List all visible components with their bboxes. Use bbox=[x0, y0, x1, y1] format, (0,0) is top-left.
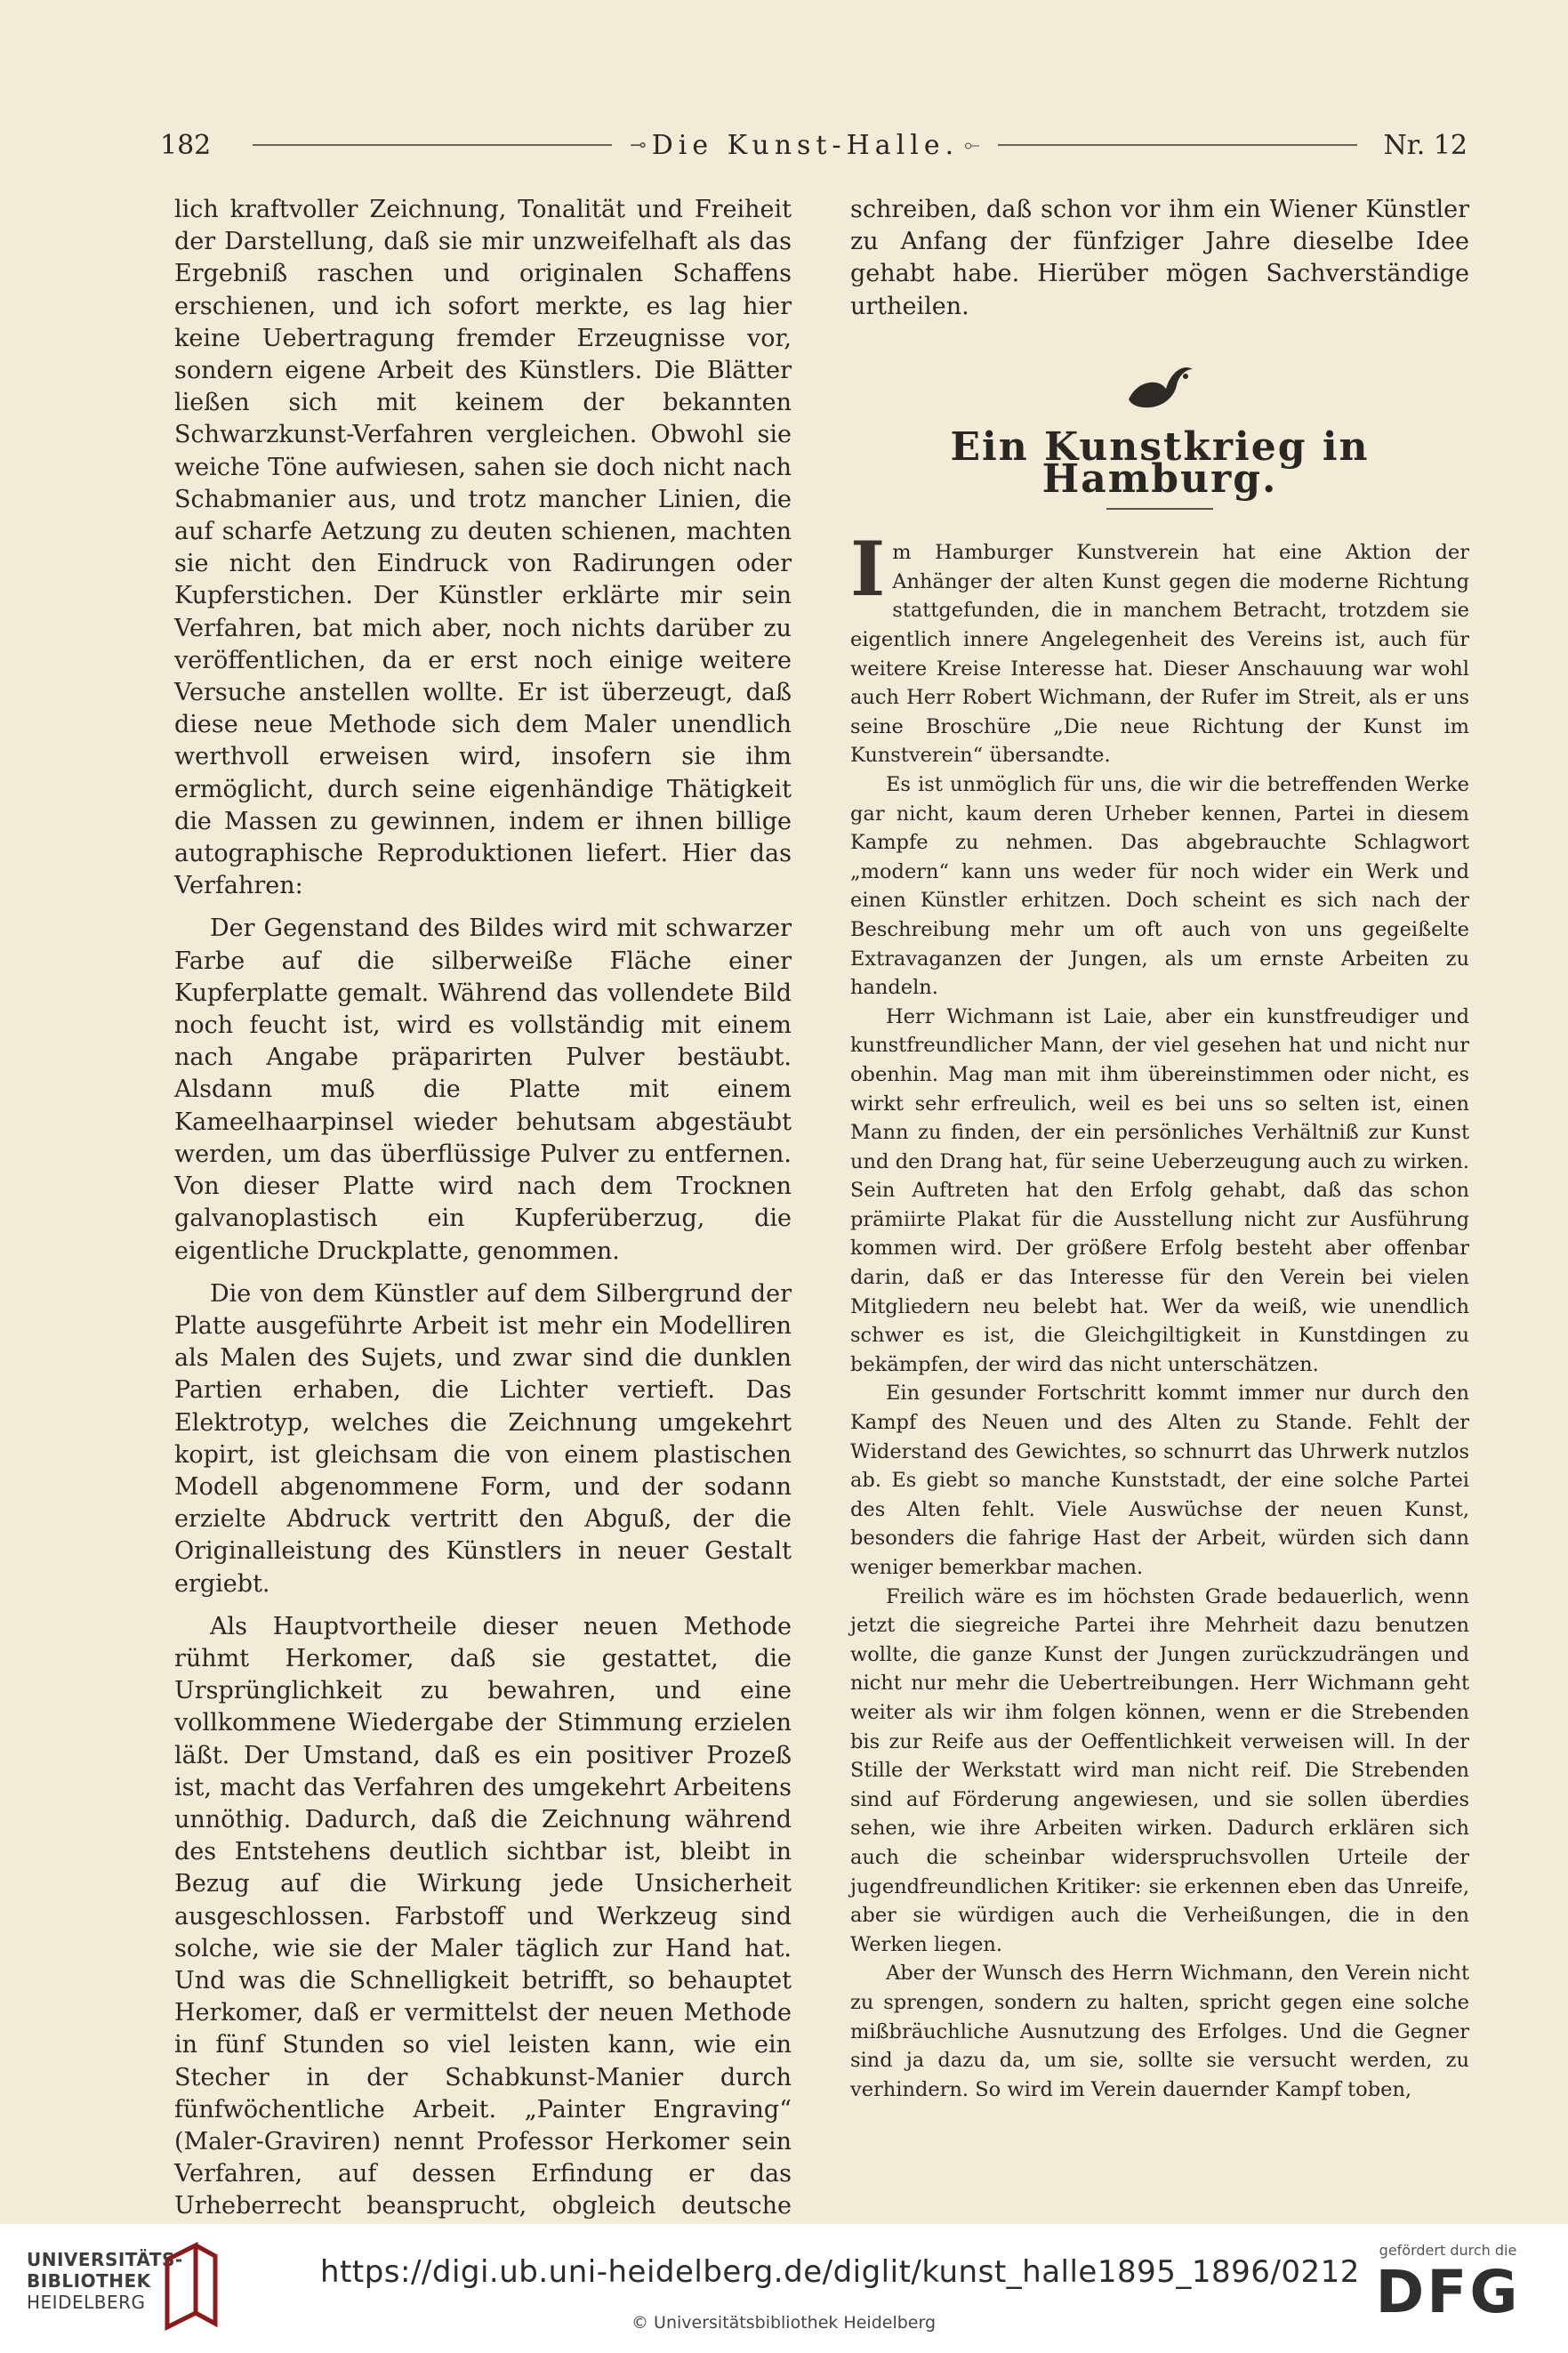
journal-title: Die Kunst-Halle. bbox=[651, 129, 960, 161]
left-paragraph-1: lich kraftvoller Zeichnung, Tonalität und Freiheit der Darstellung, daß sie mir unzweifelhaft als das Ergebniß raschen und originalen Schaffens erschienen, und ich sofort merkte, es lag hier keine Uebertragung fremder Erzeugnisse vor, sondern eigene Arbeit des Künstlers. Die Blätter ließen sich mit keinem der bekannten Schwarzkunst-Verfahren vergleichen. Obwohl sie weiche Töne aufwiesen, sahen sie doch nicht nach Schabmanier aus, und trotz mancher Linien, die auf scharfe Aetzung zu deuten schienen, machten sie nicht den Eindruck von Radirungen oder Kupferstichen. Der Künstler erklärte mir sein Verfahren, bat mich aber, noch nichts darüber zu veröffentlichen, da er erst noch einige weitere Versuche anstellen wollte. Er ist überzeugt, daß diese neue Methode sich dem Maler unendlich werthvoll erweisen wird, insofern sie ihm ermöglicht, durch seine eigenhändige Thätigkeit die Massen zu gewinnen, indem er ihnen billige autographische Reproduktionen liefert. Hier das Verfahren: bbox=[174, 196, 792, 900]
copyright-notice: © Universitätsbibliothek Heidelberg bbox=[631, 2313, 937, 2333]
right-column bbox=[850, 194, 1469, 2224]
header-rule-right bbox=[998, 144, 1357, 146]
library-mark-icon bbox=[160, 2242, 222, 2331]
running-header bbox=[160, 123, 1467, 167]
article-first-paragraph bbox=[850, 525, 1469, 770]
article-paragraph-3: Herr Wichmann ist Laie, aber ein kunstfreudiger und kunstfreundlicher Mann, der viel gesehen hat und nicht nur obenhin. Mag man mit ihm übereinstimmen oder nicht, es wirkt sehr erfreulich, weil es bei uns so selten ist, einen Mann zu finden, der ein persönliches Verhältniß zur Kunst und den Drang hat, für seine Ueberzeugung auch zu wirken. Sein Auftreten hat den Erfolg gehabt, daß das schon prämiirte Plakat für die Ausstellung nicht zur Ausführung kommen wird. Der größere Erfolg besteht aber offenbar darin, daß er das Interesse für den Verein bei vielen Mitgliedern neu belebt hat. Wer da weiß, wie unendlich schwer es ist, die Gleichgiltigkeit in Kunstdingen zu bekämpfen, der wird das nicht unterschätzen. bbox=[850, 1004, 1469, 1376]
header-rule-left bbox=[253, 144, 612, 146]
library-name-3: HEIDELBERG bbox=[27, 2292, 146, 2313]
funder-block[interactable] bbox=[1363, 2242, 1532, 2326]
funding-note: gefördert durch die bbox=[1379, 2242, 1517, 2259]
ornament-left-icon: ⊸ bbox=[630, 133, 647, 157]
first-paragraph-text: m Hamburger Kunstverein hat eine Aktion der Anhänger der alten Kunst gegen die moderne Richtung stattgefunden, die in manchem Betracht, trotzdem sie eigentlich innere Angelegenheit des Vereins ist, auch für weitere Kreise Interesse hat. Dieser Anschauung war wohl auch Herr Robert Wichmann, der Rufer im Streit, als er uns seine Broschüre „Die neue Richtung der Kunst im Kunstverein“ übersandte. bbox=[850, 541, 1469, 768]
article-body bbox=[850, 525, 1469, 2104]
article-paragraph-4: Ein gesunder Fortschritt kommt immer nur durch den Kampf des Neuen und des Alten zu Stande. Fehlt der Widerstand des Gewichtes, so schnurrt das Uhrwerk nutzlos ab. Es giebt so manche Kunststadt, der eine solche Partei des Alten fehlt. Viele Auswüchse der neuen Kunst, besonders die fahrige Hast der Arbeit, würden sich dann weniger bemerkbar machen. bbox=[850, 1382, 1469, 1579]
left-column bbox=[174, 194, 792, 2224]
left-paragraph-3: Die von dem Künstler auf dem Silbergrund der Platte ausgeführte Arbeit ist mehr ein Modelliren als Malen des Sujets, und zwar sind die dunklen Partien erhaben, die Lichter vertieft. Das Elektrotyp, welches die Zeichnung umgekehrt kopirt, ist gleichsam die von einem plastischen Modell abgenommene Form, und der sodann erzielte Abdruck vertritt den Abguß, der die Originalleistung des Künstlers in neuer Gestalt ergiebt. bbox=[174, 1279, 792, 1598]
dfg-logo: DFG bbox=[1375, 2258, 1521, 2326]
right-continuation: schreiben, daß schon vor ihm ein Wiener Künstler zu Anfang der fünfziger Jahre dieselbe Idee gehabt habe. Hierüber mögen Sachverständige urtheilen. bbox=[850, 196, 1469, 320]
article-paragraph-6: Aber der Wunsch des Herrn Wichmann, den Verein nicht zu sprengen, sondern zu halten, spricht gegen eine solche mißbräuchliche Ausnutzung des Erfolges. Und die Gegner sind ja dazu da, um sie, sollte sie versucht werden, zu verhindern. So wird im Verein dauernder Kampf toben, bbox=[850, 1962, 1469, 2101]
drop-cap: I bbox=[850, 525, 886, 614]
permalink-url[interactable]: https://digi.ub.uni-heidelberg.de/diglit/kunst_halle1895_1896/0212 bbox=[320, 2254, 1360, 2290]
title-divider bbox=[1106, 508, 1213, 510]
article-paragraph-5: Freilich wäre es im höchsten Grade bedauerlich, wenn jetzt die siegreiche Partei ihre Mehrheit dazu benutzen wollte, die ganze Kunst der Jungen zurückzudrängen und nicht nur mehr die Uebertreibungen. Herr Wichmann geht weiter als wir ihm folgen können, wenn er die Strebenden bis zur Reife aus der Oeffentlichkeit verweisen will. In der Stille der Werkstatt wird man nicht reif. Die Strebenden sind auf Förderung angewiesen, und sie sollen überdies sehen, wie ihre Arbeiten wirken. Dadurch erklären sich auch die scheinbar widerspruchsvollen Urteile der jugendfreundlichen Kritiker: sie erkennen eben das Unreife, aber sie würdigen auch die Verheißungen, die in den Werken liegen. bbox=[850, 1584, 1469, 1956]
ornament-fleuron-icon bbox=[850, 353, 1469, 415]
library-name-1: UNIVERSITÄTS- bbox=[27, 2249, 183, 2270]
left-paragraph-4: Als Hauptvortheile dieser neuen Methode rühmt Herkomer, daß sie gestattet, die Ursprünglichkeit zu bewahren, und eine vollkommene Wiedergabe der Stimmung erzielen läßt. Der Umstand, daß es ein positiver Prozeß ist, macht das Verfahren des umgekehrt Arbeitens unnöthig. Dadurch, daß die Zeichnung während des Entstehens deutlich sichtbar ist, bleibt in Bezug auf die Wirkung jede Unsicherheit ausgeschlossen. Farbstoff und Werkzeug sind solche, wie sie der Maler täglich zur Hand hat. Und was die Schnelligkeit betrifft, so behauptet Herkomer, daß er vermittelst der neuen Methode in fünf Stunden so viel leisten kann, wie ein Stecher in der Schabkunst-Manier durch fünfwöchentliche Arbeit. „Painter Engraving“ (Maler-Graviren) nennt Professor Herkomer sein Verfahren, auf dessen Erfindung er das Urheberrecht beansprucht, obgleich deutsche bbox=[174, 1612, 792, 2220]
article-title: Ein Kunstkrieg in Hamburg. bbox=[950, 423, 1370, 503]
viewer-footer bbox=[0, 2224, 1568, 2353]
left-paragraph-2: Der Gegenstand des Bildes wird mit schwarzer Farbe auf die silberweiße Fläche einer Kupferplatte gemalt. Während das vollendete Bild noch feucht ist, wird es vollständig mit einem nach Angabe präparirten Pulver bestäubt. Alsdann muß die Platte mit einem Kameelhaarpinsel wieder behutsam abgestäubt werden, um das überflüssige Pulver zu entfernen. Von dieser Platte wird nach dem Trocknen galvanoplastisch ein Kupferüberzug, die eigentliche Druckplatte, genommen. bbox=[174, 915, 792, 1265]
article-paragraph-2: Es ist unmöglich für uns, die wir die betreffenden Werke gar nicht, kaum deren Urheber kennen, Partei in diesem Kampfe zu nehmen. Das abgebrauchte Schlagwort „modern“ kann uns weder für noch wider ein Werk und einen Künstler erhitzen. Doch scheint es sich nach der Beschreibung mehr um oft auch von uns gegeißelte Extravaganzen der Jungen, als um ernste Arbeiten zu handeln. bbox=[850, 772, 1469, 1000]
issue-number: Nr. 12 bbox=[1383, 129, 1467, 161]
ornament-right-icon: ⟜ bbox=[964, 133, 980, 157]
page-number: 182 bbox=[160, 129, 212, 161]
library-name-2: BIBLIOTHEK bbox=[27, 2270, 151, 2292]
